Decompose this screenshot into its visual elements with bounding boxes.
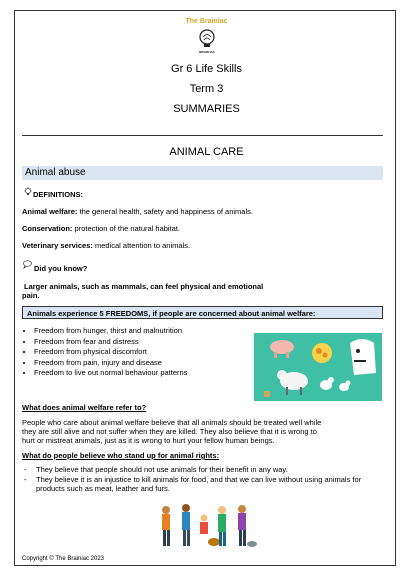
list-item: - They believe it is an injustice to kill animals for food, and that we can live without using animals for products such as meat, leather and furs. xyxy=(36,475,384,494)
did-you-know-line1: Larger animals, such as mammals, can feel physical and emotional xyxy=(24,282,264,291)
did-you-know-line2: pain. xyxy=(22,291,40,300)
people-with-pets-illustration xyxy=(152,500,260,550)
brain-logo-icon xyxy=(197,29,217,57)
section-title: Animal abuse xyxy=(25,167,86,178)
freedoms-list xyxy=(22,326,187,379)
animal-rights-heading: What do people believe who stand up for animal rights: xyxy=(22,451,220,460)
term-text: the general health, safety and happiness of animals. xyxy=(77,207,253,216)
list-item: - They believe that people should not use animals for their benefit in any way. xyxy=(36,465,384,475)
copyright-footer: Copyright © The Brainiac 2023 xyxy=(22,556,105,562)
definition-conservation xyxy=(22,224,180,234)
welfare-line3: hurt or mistreat animals, just as it is wrong to hurt your fellow human beings. xyxy=(22,436,275,445)
animal-rights-list xyxy=(22,465,384,494)
term-label: Animal welfare: xyxy=(22,207,78,216)
term-text: medical attention to animals. xyxy=(92,241,191,250)
welfare-line1: People who care about animal welfare believe that all animals should be treated well while xyxy=(22,418,322,427)
section-bar xyxy=(22,166,383,180)
term-label: Veterinary services: xyxy=(22,241,93,250)
list-item: • Freedom from hunger, thirst and malnutrition xyxy=(34,326,187,337)
term-title: Term 3 xyxy=(189,83,224,95)
list-item: • Freedom from fear and distress xyxy=(34,337,187,348)
speech-bubble-icon xyxy=(22,260,32,269)
term-label: Conservation: xyxy=(22,224,73,233)
divider xyxy=(22,135,383,136)
list-item: • Freedom to live out normal behaviour patterns xyxy=(34,368,187,379)
grade-title: Gr 6 Life Skills xyxy=(171,63,242,75)
definitions-heading: DEFINITIONS: xyxy=(33,190,83,199)
freedoms-heading-box xyxy=(22,306,383,319)
brand-name: The Brainiac xyxy=(185,18,228,25)
list-item: • Freedom from pain, injury and disease xyxy=(34,358,187,369)
lightbulb-icon xyxy=(23,187,33,196)
topic-title: ANIMAL CARE xyxy=(169,146,244,158)
definition-veterinary xyxy=(22,241,190,251)
welfare-line2: they are still alive and not suffer when they are killed. They also believe that it is wrong to xyxy=(22,427,317,436)
farm-animals-illustration xyxy=(254,333,382,401)
term-text: protection of the natural habitat. xyxy=(72,224,181,233)
freedoms-heading: Animals experience 5 FREEDOMS, if people are concerned about animal welfare: xyxy=(27,309,316,318)
logo-text: BRAIN IAC xyxy=(199,50,215,54)
definition-animal-welfare xyxy=(22,207,253,217)
welfare-refers-heading: What does animal welfare refer to? xyxy=(22,403,147,412)
summaries-title: SUMMARIES xyxy=(173,103,240,115)
did-you-know-heading: Did you know? xyxy=(34,264,88,273)
list-item: • Freedom from physical discomfort xyxy=(34,347,187,358)
